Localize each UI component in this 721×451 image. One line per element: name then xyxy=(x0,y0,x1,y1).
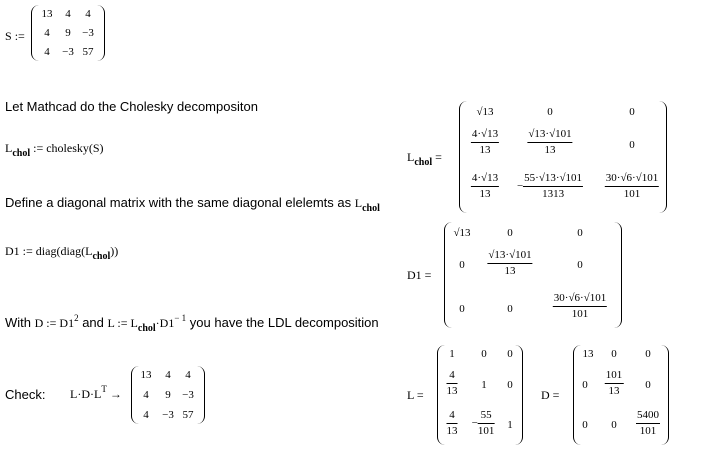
matrix-cell: 0 xyxy=(481,348,487,360)
matrix-cell: 9 xyxy=(165,389,171,401)
matrix-cell: 57 xyxy=(182,409,194,421)
lchol-result-matrix[interactable] xyxy=(459,101,667,213)
d-result-matrix[interactable] xyxy=(573,345,669,445)
ldl-statement[interactable]: With D := $D1^2$ and L := $L_{chol}\cdot D1^{- 1}$ you have the LDL decomposition xyxy=(5,313,379,334)
d-result-label[interactable]: D = xyxy=(541,388,560,402)
left-paren xyxy=(459,101,467,213)
s-matrix[interactable] xyxy=(31,5,105,61)
matrix-cell-fraction: $\frac{30\cdot√6\cdot√101}{101}$ xyxy=(605,172,659,200)
matrix-cell-fraction: $\frac{30\cdot√6\cdot√101}{101}$ xyxy=(553,292,607,320)
left-paren xyxy=(573,345,581,445)
matrix-cell: 4 xyxy=(143,409,149,421)
left-paren xyxy=(437,345,445,445)
matrix-cell: 4 xyxy=(185,369,191,381)
matrix-cell: 0 xyxy=(645,379,651,391)
assign-op: := xyxy=(22,244,33,258)
matrix-cell: 0 xyxy=(577,259,583,271)
d1-result-matrix[interactable] xyxy=(444,222,622,328)
matrix-cell: 13 xyxy=(41,8,53,20)
matrix-cell: 0 xyxy=(582,379,588,391)
lchol-result-label[interactable]: $L_{chol}$ = xyxy=(407,150,442,168)
matrix-cell: −3 xyxy=(62,46,74,58)
left-paren xyxy=(444,222,452,328)
matrix-cell-fraction: $\frac{4}{13}$ xyxy=(446,369,458,397)
left-paren xyxy=(131,366,139,424)
l-definition: L := $L_{chol}\cdot D1^{- 1}$ xyxy=(107,313,187,334)
d1-definition[interactable] xyxy=(5,244,119,262)
diag-call: $diag(diag(L_{chol}))$ xyxy=(35,244,119,262)
matrix-cell: 0 xyxy=(507,348,513,360)
matrix-cell: 4 xyxy=(65,8,71,20)
matrix-cell: 1 xyxy=(449,348,455,360)
matrix-cell: 13 xyxy=(582,348,594,360)
symbolic-arrow: → xyxy=(109,387,122,401)
matrix-cell: 4 xyxy=(44,46,50,58)
matrix-cell: 0 xyxy=(507,303,513,315)
matrix-cell: 4 xyxy=(143,389,149,401)
matrix-cell: 0 xyxy=(459,303,465,315)
matrix-cell: 0 xyxy=(629,139,635,151)
matrix-cell: 0 xyxy=(582,419,588,431)
matrix-cell: 4 xyxy=(165,369,171,381)
matrix-cell-fraction: $\frac{√13\cdot√101}{13}$ xyxy=(488,249,532,277)
d-definition: D := $D1^2$ xyxy=(34,313,79,330)
matrix-cell-fraction: $\frac{5400}{101}$ xyxy=(637,409,659,437)
matrix-cell: 0 xyxy=(611,419,617,431)
right-paren xyxy=(661,345,669,445)
cholesky-call: cholesky(S) xyxy=(46,141,104,155)
check-label: Check: xyxy=(5,387,46,402)
matrix-cell-fraction: $\frac{101}{13}$ xyxy=(605,369,623,397)
matrix-cell-fraction: − $\frac{55\cdot√13\cdot√101}{1313}$ xyxy=(516,172,583,200)
right-paren xyxy=(197,366,205,424)
matrix-cell-fraction: $\frac{4\cdot√13}{13}$ xyxy=(471,128,499,156)
matrix-cell: 0 xyxy=(645,348,651,360)
lchol-definition[interactable] xyxy=(5,141,104,159)
matrix-cell: 1 xyxy=(507,419,513,431)
right-paren xyxy=(97,5,105,61)
matrix-cell-fraction: $\frac{4}{13}$ xyxy=(446,409,458,437)
matrix-cell: √13 xyxy=(453,227,471,239)
matrix-cell-fraction: − $\frac{55}{101}$ xyxy=(471,409,495,437)
matrix-cell: 0 xyxy=(611,348,617,360)
matrix-cell: 4 xyxy=(85,8,91,20)
matrix-cell: −3 xyxy=(82,27,94,39)
right-paren xyxy=(659,101,667,213)
l-result-matrix[interactable] xyxy=(437,345,523,445)
matrix-cell: −3 xyxy=(162,409,174,421)
matrix-cell: √13 xyxy=(476,106,494,118)
lchol-label: $L_{chol}$ xyxy=(5,141,31,159)
left-paren xyxy=(31,5,39,61)
matrix-cell: 57 xyxy=(82,46,94,58)
check-matrix[interactable] xyxy=(131,366,205,424)
lchol-ref: $L_{chol}$ xyxy=(354,196,380,214)
l-result-label[interactable]: L = xyxy=(407,388,424,402)
matrix-cell: 1 xyxy=(481,379,487,391)
right-paren xyxy=(614,222,622,328)
check-expression[interactable]: $L\cdot D\cdot L^T$ → xyxy=(70,384,122,401)
matrix-cell: 0 xyxy=(577,227,583,239)
d1-result-label[interactable]: D1 = xyxy=(407,268,432,282)
right-paren xyxy=(515,345,523,445)
matrix-cell-fraction: $\frac{√13\cdot√101}{13}$ xyxy=(528,128,572,156)
cholesky-intro-text[interactable]: Let Mathcad do the Cholesky decompositon xyxy=(5,99,258,114)
matrix-cell: 0 xyxy=(459,259,465,271)
d1-label: D1 xyxy=(5,244,20,258)
matrix-cell: 13 xyxy=(140,369,152,381)
matrix-cell: 0 xyxy=(629,106,635,118)
matrix-cell: 0 xyxy=(507,227,513,239)
assign-op: := xyxy=(33,141,44,155)
matrix-cell-fraction: $\frac{4\cdot√13}{13}$ xyxy=(471,172,499,200)
assign-op: := xyxy=(14,29,25,43)
matrix-cell: 9 xyxy=(65,27,71,39)
diag-intro-text[interactable]: Define a diagonal matrix with the same diagonal elelemts as $L_{chol}$ xyxy=(5,195,380,214)
s-definition[interactable] xyxy=(5,29,25,44)
matrix-cell: 0 xyxy=(507,379,513,391)
matrix-cell: 0 xyxy=(547,106,553,118)
matrix-cell: −3 xyxy=(182,389,194,401)
s-label: S xyxy=(5,29,12,43)
matrix-cell: 4 xyxy=(44,27,50,39)
